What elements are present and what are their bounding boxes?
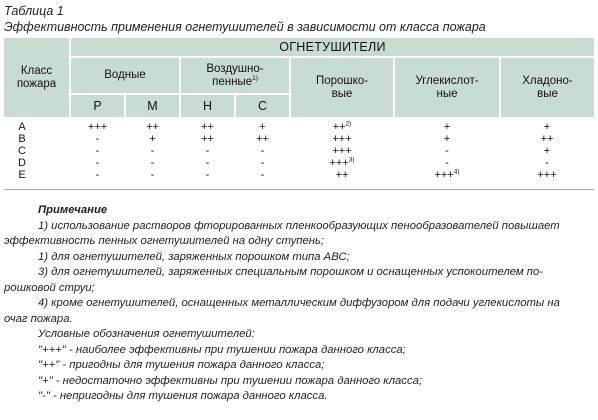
class-cell: E [18,168,26,181]
class-cell: B [18,132,26,145]
cell-co2-value: +++ [434,168,454,181]
cell-powder-value: +++ [332,144,352,157]
cell-powder-note: 2) [345,119,352,127]
legend-item: "+" - недостаточно эффективны при тушении пожара данного класса; [38,374,423,387]
cell-powder-value: ++ [335,168,349,181]
cell-halon: + [543,120,551,133]
cell-co2-value: + [443,120,451,133]
cell-halon: ++ [540,132,554,145]
subcol-m: М [125,94,180,117]
col-co2-line1: Углекислот- [415,74,479,87]
col-foam [180,57,290,94]
table-title: Эффективность применения огнетушителей в зависимости от класса пожара [4,20,486,34]
cell-p: +++ [87,120,108,133]
col-halon-line2: вые [537,87,558,100]
col-powder [290,57,394,117]
col-foam-line1: Воздушно- [206,62,264,75]
cell-n: ++ [201,132,214,145]
note-1: 1) использование растворов фторированных пленкообразующих пенообразователей повышает [38,219,560,232]
cell-powder-value: +++ [332,132,352,145]
note-3-cont: рошковой струи; [4,281,95,294]
class-header-line2: пожара [16,77,57,90]
group-header: ОГНЕТУШИТЕЛИ [70,38,594,57]
cell-s: - [260,156,265,169]
col-halon-line1: Хладоно- [522,74,573,87]
col-co2 [394,57,500,117]
table-bottom-rule [4,181,594,190]
table-row [4,157,594,169]
note-4: 4) кроме огнетушителей, оснащенных металлическим диффузором для подачи углекислоты на [38,297,560,309]
class-cell: C [18,144,26,157]
col-foam-line2: пенные [212,75,253,88]
cell-co2-value: - [445,156,449,169]
cell-m: - [150,156,155,169]
col-foam-note: 1) [252,74,258,82]
table-row [4,133,594,145]
cell-halon: +++ [537,168,557,181]
cell-p: - [95,168,100,181]
table-number: Таблица 1 [4,4,64,18]
cell-co2 [394,133,500,145]
class-cell: A [18,120,26,133]
class-header [4,38,70,117]
class-header-line1: Класс [20,64,53,77]
legend-title: Условные обозначения огнетушителей: [38,328,255,340]
subcol-s: С [235,94,290,117]
legend-item: "-" - непригодны для тушения пожара данного класса. [38,390,328,402]
cell-powder [290,133,394,145]
cell-powder-value: ++ [332,120,346,133]
col-powder-line2: вые [331,87,353,100]
legend-item: "+++" - наиболее эффективны при тушении пожара данного класса; [38,343,406,356]
class-cell: D [18,156,26,169]
table-row [4,121,594,133]
legend-item: "++" - пригодны для тушения пожара данного класса; [38,359,325,371]
cell-co2 [394,157,500,169]
cell-co2 [394,121,500,133]
cell-s: - [260,168,265,181]
cell-p: - [95,132,100,145]
col-water: Водные [70,57,180,94]
subcol-n: Н [180,94,235,117]
notes-title: Примечание [38,204,108,216]
cell-halon: + [543,144,551,157]
cell-halon: - [545,156,549,169]
cell-co2-value: - [445,144,449,157]
cell-powder [290,169,394,181]
cell-powder [290,157,394,169]
cell-m: - [150,168,155,181]
cell-powder-value: +++ [329,156,349,169]
cell-m: ++ [146,120,159,133]
note-3: 3) для огнетушителей, заряженных специальным порошком и оснащенных успокоителем по- [38,266,544,278]
cell-s: ++ [256,132,269,145]
cell-n: - [205,156,210,169]
notes-section [4,203,594,405]
cell-s: + [259,120,266,133]
cell-p: - [95,156,100,169]
col-halon [500,57,594,117]
note-4-cont: очаг пожара. [4,312,73,325]
table-row [4,169,594,181]
cell-n: - [205,144,210,157]
cell-co2 [394,145,500,157]
cell-co2-note: 4) [453,167,460,175]
table-row [4,145,594,157]
cell-m: + [149,132,156,145]
note-1-cont: эффективность пенных огнетушителей на одну ступень; [4,235,325,247]
cell-powder-note: 3) [348,155,355,163]
effectiveness-table [4,38,594,190]
cell-n: - [205,168,210,181]
subcol-p: Р [70,94,125,117]
cell-m: - [150,144,155,157]
note-2: 1) для огнетушителей, заряженных порошком типа АВС; [38,250,350,263]
cell-n: ++ [201,120,214,133]
cell-p: - [95,144,100,157]
cell-powder [290,121,394,133]
cell-co2-value: + [443,132,451,145]
col-powder-line1: Порошко- [315,74,369,87]
cell-powder [290,145,394,157]
cell-co2 [394,169,500,181]
cell-s: - [260,144,265,157]
col-co2-line2: ные [436,87,458,100]
